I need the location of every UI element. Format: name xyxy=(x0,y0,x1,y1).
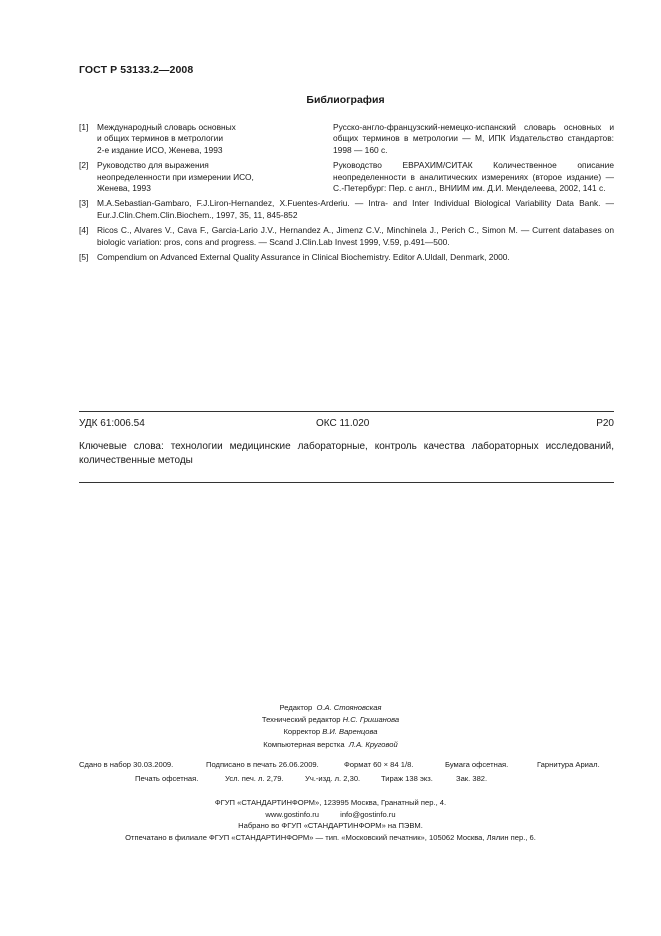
staff-name: Н.С. Гришанова xyxy=(342,715,400,725)
bibliography-list xyxy=(79,122,614,267)
publisher-website[interactable]: www.gostinfo.ru xyxy=(265,809,320,819)
reference-text: Ricos C., Alvares V., Cava F., Garcia-Lario J.V., Hernandez A., Jimenz C.V., Minchinela J., Perich C., Simon M. — Current databases on biologic variation: pros, cons and progress. — Scand J.Clin.Lab Invest 1999, V.59, p.491—500. xyxy=(97,225,614,247)
reference-number: [4] xyxy=(79,225,89,236)
reference-number: [5] xyxy=(79,252,89,263)
category-code: Р20 xyxy=(596,418,614,429)
publisher-address: ФГУП «СТАНДАРТИНФОРМ», 123995 Москва, Гранатный пер., 4. xyxy=(214,798,447,807)
reference-original: Руководство для выражения неопределенности при измерении ИСО, Женева, 1993 xyxy=(97,160,254,194)
reference-item xyxy=(79,160,614,194)
standard-number: ГОСТ Р 53133.2—2008 xyxy=(79,64,194,76)
staff-role: Редактор xyxy=(279,703,313,712)
staff-role: Компьютерная верстка xyxy=(263,739,345,749)
order-number: Зак. 382. xyxy=(456,774,488,783)
oks-code: ОКС 11.020 xyxy=(316,418,370,429)
editorial-staff xyxy=(0,702,661,751)
staff-name: В.И. Варенцова xyxy=(322,727,378,737)
reference-item xyxy=(79,122,614,156)
printed-sheets: Усл. печ. л. 2,79. xyxy=(225,774,284,783)
staff-role: Корректор xyxy=(283,727,321,737)
staff-line xyxy=(0,702,661,714)
staff-line xyxy=(0,726,661,738)
publisher-footer xyxy=(0,797,661,843)
paper-type: Бумага офсетная. xyxy=(445,760,509,769)
staff-name: Л.А. Круговой xyxy=(348,739,398,749)
reference-translation: Руководство ЕВРАХИМ/СИТАК Количественное описание неопределенности в аналитических измерениях (второе издание) — С.-Петербург: Пер. с англ., ВНИИМ им. Д.И. Менделеева, 2002, 141 с. xyxy=(333,160,614,194)
typeface: Гарнитура Ариал. xyxy=(537,760,600,769)
print-method: Печать офсетная. xyxy=(135,774,199,783)
reference-item xyxy=(79,252,614,263)
publisher-contacts xyxy=(0,809,661,821)
reference-text: M.A.Sebastian-Gambaro, F.J.Liron-Hernandez, X.Fuentes-Arderiu. — Intra- and Inter Individual Biological Variability Data Bank. — Eur.J.Clin.Chem.Clin.Biochem., 1997, 35, 11, 845-852 xyxy=(97,198,614,220)
udk-code: УДК 61:006.54 xyxy=(79,418,145,429)
reference-item xyxy=(79,198,614,221)
reference-translation: Русско-англо-французский-немецко-испанский словарь основных и общих терминов в метрологии — М, ИПК Издательство стандартов: 1998 — 160 с. xyxy=(333,122,614,155)
reference-original: Международный словарь основных и общих терминов в метрологии 2-е издание ИСО, Женева, 1993 xyxy=(97,122,236,155)
set-date: Сдано в набор 30.03.2009. xyxy=(79,760,174,769)
staff-name: О.А. Стояновская xyxy=(316,703,382,712)
reference-number: [2] xyxy=(79,160,89,171)
reference-item xyxy=(79,225,614,248)
staff-line xyxy=(0,714,661,726)
divider-bottom xyxy=(79,482,614,483)
typeset-note: Набрано во ФГУП «СТАНДАРТИНФОРМ» на ПЭВМ. xyxy=(238,821,423,831)
reference-text: Compendium on Advanced External Quality Assurance in Clinical Biochemistry. Editor A.Uldall, Denmark, 2000. xyxy=(97,252,510,263)
reference-number: [3] xyxy=(79,198,89,209)
signed-date: Подписано в печать 26.06.2009. xyxy=(206,760,319,769)
publisher-email[interactable]: info@gostinfo.ru xyxy=(340,809,396,819)
paper-format: Формат 60 × 84 1/8. xyxy=(344,760,414,769)
reference-number: [1] xyxy=(79,122,89,132)
edition-sheets: Уч.-изд. л. 2,30. xyxy=(305,774,361,783)
keywords: Ключевые слова: технологии медицинские лабораторные, контроль качества лабораторных исследований, количественные методы xyxy=(79,441,614,466)
bibliography-title: Библиография xyxy=(306,94,385,106)
staff-role: Технический редактор xyxy=(261,715,341,725)
staff-line xyxy=(0,739,661,751)
print-run: Тираж 138 экз. xyxy=(381,774,433,783)
divider-top xyxy=(79,411,614,412)
printer-note: Отпечатано в филиале ФГУП «СТАНДАРТИНФОРМ» — тип. «Московский печатник», 105062 Москва, Лялин пер., 6. xyxy=(125,832,536,842)
